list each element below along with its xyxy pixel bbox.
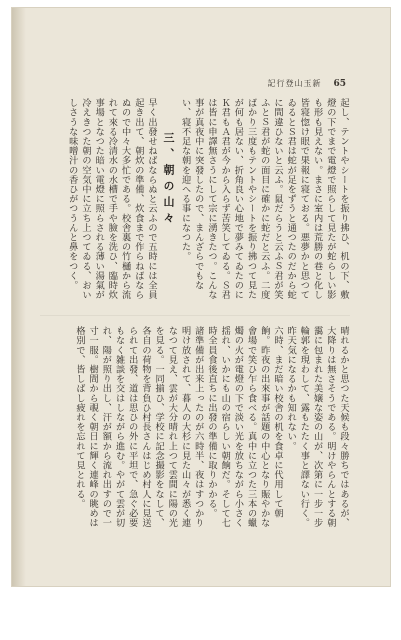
section-divider	[40, 315, 350, 316]
document-page	[12, 8, 390, 586]
header-title: 記行登山玉新	[267, 79, 322, 88]
section-heading: 三、朝の山々	[162, 132, 175, 228]
top-paragraph: 起し、テントやシートを振り拂ひ、机の下、敷燈の下でまで電燈で照らして見たが蛇らしい影も形も見えない。まさに室内は荒勝の巷と化し皆寝惚け眼で果報に寝ておる。悪夢かと思つてゐるとＳ君は蛇が足をずうと通つたのだから蛇に間違ひないと云ふ。鼠だらうと云ふＳ君が笑ふとＳ君が蛇の面目に確かに蛇だと云ふ。二度ばかり三度もテントやシートを振り拂つて見たが何も居ない、折角良い心地で夢みてゐたのにＫ君もＡ君が今から入らず苦笑してゐる。Ｓ君は皆に申譯無さうにして宗に湧きたつ。こんな事が真夜中に突發したので、まんざらでもない、寝不足な朝を迎へる事になつた。	[179, 98, 349, 300]
section-intro-paragraph: 早く出發せねばならぬと云ふので五時には全員起き出て、朝炊の準備、炊食まで作らねばならぬので中々大多忙である。校舎裏の竹樋から流れて來る冷清水の水槽で手や臉を洗ひ、臨時炊事場となつた暗い電燈に照らされる薄い湯氣が冷えきつた朝の空気中に立ち上つてゐる、おいしさうな味噌汁の香ひがつうんと鼻をつく。	[66, 98, 157, 300]
page-header	[267, 78, 346, 89]
bottom-paragraphs: 晴れるかと思つた天候も段々勝ちではあるが、大降りは無さそうである。明けやらんとする朝靄に包まれた美嬢な姿の山が、次第に一步一步輪郭を現わして、露もたたく事と譯ない行く。昨天気になるかも知れない。 六時、まだ暗い校舎の机を食卓に代用して朝餉。昨夜の出來事が話題の中心となり賑やかな會場で笑ひ乍ら食べる。真中に立つた三本の蠟燭の火が電燈の下で淡い光を放ちながら小さく揺れ、いかにも山の宿らしい朝餉だ。そして七時全員食後直ちに出發の準備に取りかかる。 諸準備が出来上ったのが六時半、夜はすつかり明け放されて、暮人の大杉に見た山々が悉く連なつて見え、雲が大分晴れ上つて雲間に陽の光を見る。一同揃ひ、学校に記念撮影をなして、各自の荷物を背負ひ村長さんはじめ村人に見送られて出發、道は思ひの外に平坦で、急ぐ必要もなく雑談を交はしながら進む。やがて雲が切れ、陽が照り出し、汗が額から流れ出すので一寸一服。樹間から覗く朝日に輝く連峰の眺めは格別で、皆しばし疲れを忘れて見とれる。	[73, 326, 349, 528]
page-number: 65	[333, 78, 346, 89]
